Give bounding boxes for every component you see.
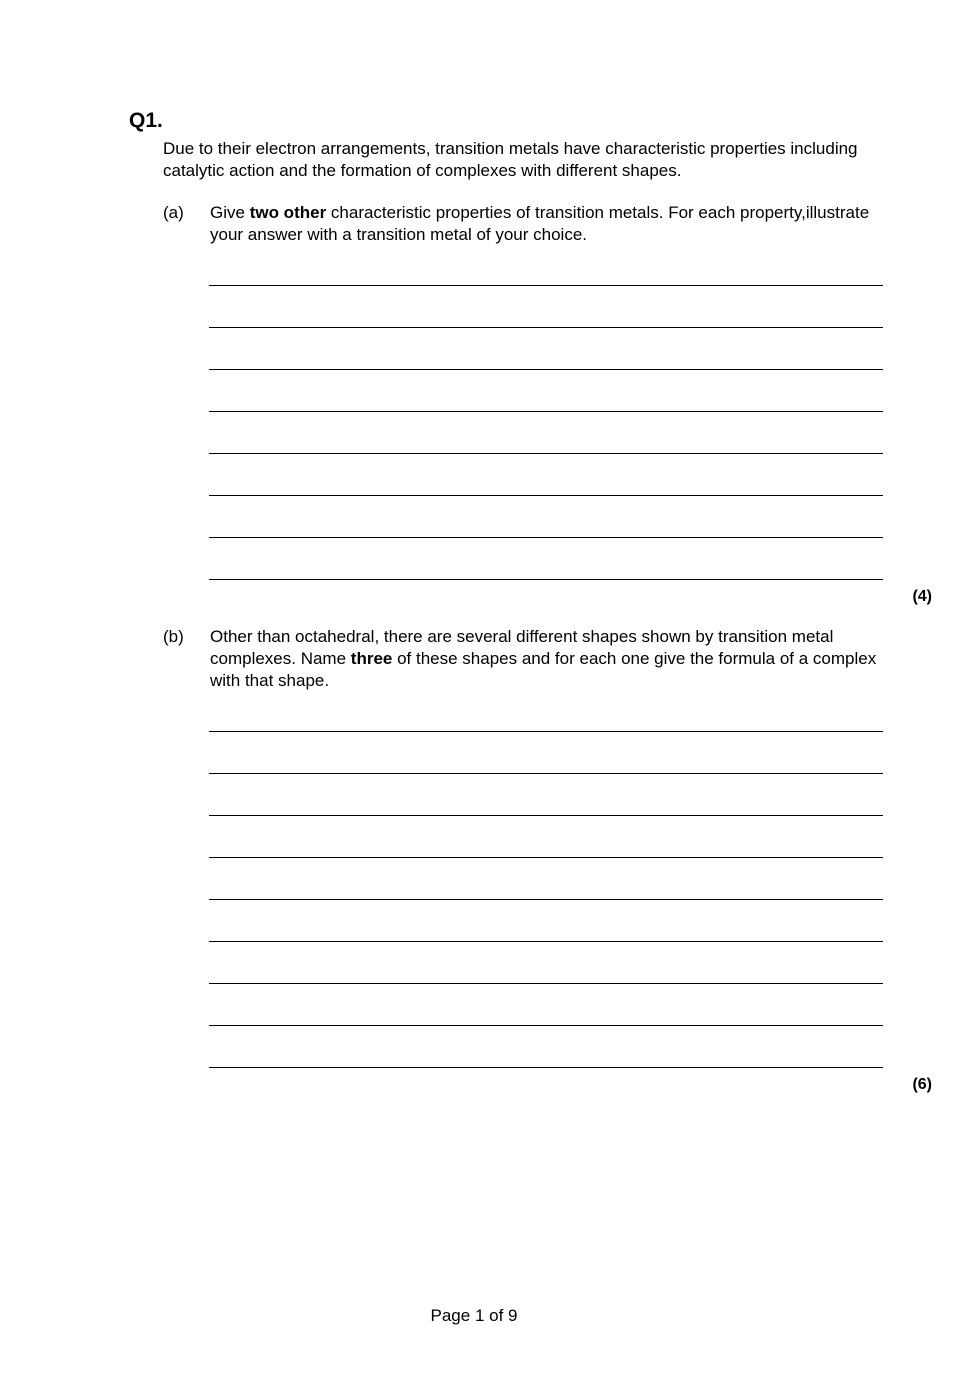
question-intro: Due to their electron arrangements, transition metals have characteristic properties including catalytic action and the formation of complexes with different shapes. <box>163 139 858 180</box>
part-a-marks: (4) <box>912 588 932 605</box>
part-b-text-bold: three <box>350 649 393 668</box>
answer-line[interactable] <box>209 857 883 858</box>
answer-line[interactable] <box>209 495 883 496</box>
answer-line[interactable] <box>209 327 883 328</box>
answer-line[interactable] <box>209 579 883 580</box>
part-b-prompt <box>210 626 890 692</box>
answer-line[interactable] <box>209 941 883 942</box>
answer-line[interactable] <box>209 983 883 984</box>
part-a-label: (a) <box>163 203 184 222</box>
answer-line[interactable] <box>209 411 883 412</box>
part-a-text-after: characteristic properties of transition metals. For each property,illustrate your answer with a transition metal of your choice. <box>210 203 870 244</box>
answer-line[interactable] <box>209 1067 883 1068</box>
answer-line[interactable] <box>209 815 883 816</box>
answer-line[interactable] <box>209 773 883 774</box>
part-a-text-bold: two other <box>249 203 327 222</box>
answer-line[interactable] <box>209 453 883 454</box>
answer-line[interactable] <box>209 899 883 900</box>
page-number: Page 1 of 9 <box>430 1306 518 1325</box>
answer-line[interactable] <box>209 285 883 286</box>
answer-line[interactable] <box>209 731 883 732</box>
question-number: Q1. <box>129 109 163 132</box>
part-b-text-after: of these shapes and for each one give the formula of a complex with that shape. <box>210 649 877 690</box>
answer-line[interactable] <box>209 369 883 370</box>
part-a-prompt <box>210 202 890 246</box>
part-a-text-before: Give <box>210 203 250 222</box>
part-b-marks: (6) <box>912 1076 932 1093</box>
answer-line[interactable] <box>209 1025 883 1026</box>
answer-line[interactable] <box>209 537 883 538</box>
part-b-text-before: Other than octahedral, there are several different shapes shown by transition metal complexes. Name <box>210 627 834 668</box>
part-b-label: (b) <box>163 627 184 646</box>
